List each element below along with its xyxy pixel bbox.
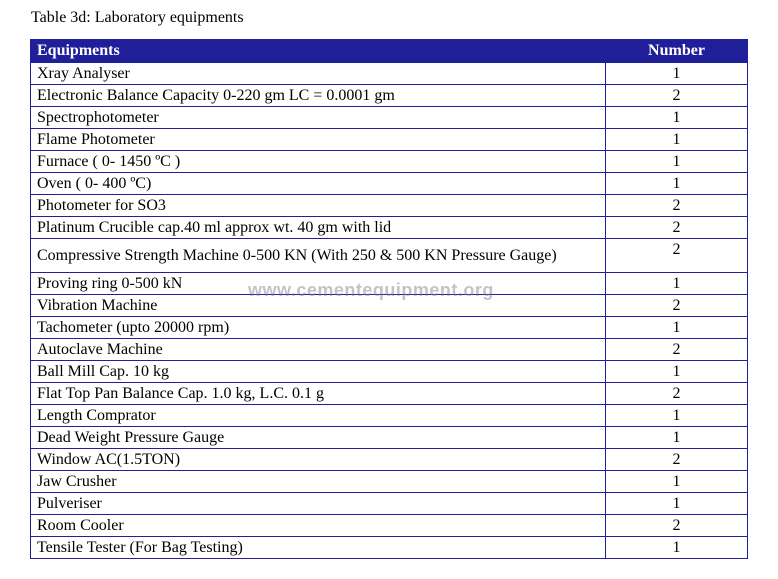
table-row <box>31 63 748 85</box>
table-row <box>31 317 748 339</box>
equipment-number-cell: 2 <box>606 239 748 273</box>
equipment-number-cell: 2 <box>606 449 748 471</box>
equipment-name-cell: Electronic Balance Capacity 0-220 gm LC = 0.0001 gm <box>31 85 606 107</box>
equipment-number-cell: 1 <box>606 361 748 383</box>
equipment-name-cell: Photometer for SO3 <box>31 195 606 217</box>
equipment-name-cell: Room Cooler <box>31 515 606 537</box>
table-row <box>31 85 748 107</box>
equipment-number-cell: 1 <box>606 537 748 559</box>
equipment-name-cell: Xray Analyser <box>31 63 606 85</box>
equipment-name-cell: Furnace ( 0- 1450 ºC ) <box>31 151 606 173</box>
equipment-name-cell: Flame Photometer <box>31 129 606 151</box>
table-row <box>31 173 748 195</box>
equipment-name-cell: Vibration Machine <box>31 295 606 317</box>
equipment-number-cell: 1 <box>606 151 748 173</box>
equipment-number-cell: 1 <box>606 427 748 449</box>
equipment-number-cell: 1 <box>606 317 748 339</box>
equipment-number-cell: 1 <box>606 63 748 85</box>
table-row <box>31 383 748 405</box>
table-row <box>31 195 748 217</box>
equipment-name-cell: Tensile Tester (For Bag Testing) <box>31 537 606 559</box>
equipment-name-cell: Oven ( 0- 400 ºC) <box>31 173 606 195</box>
table-row <box>31 339 748 361</box>
equipment-name-cell: Autoclave Machine <box>31 339 606 361</box>
equipment-number-cell: 1 <box>606 273 748 295</box>
equipment-name-cell: Pulveriser <box>31 493 606 515</box>
equipment-name-cell: Compressive Strength Machine 0-500 KN (With 250 & 500 KN Pressure Gauge) <box>31 239 606 273</box>
table-row <box>31 129 748 151</box>
table-row <box>31 273 748 295</box>
equipment-name-cell: Spectrophotometer <box>31 107 606 129</box>
table-row <box>31 107 748 129</box>
table-row <box>31 471 748 493</box>
equipment-name-cell: Proving ring 0-500 kN <box>31 273 606 295</box>
table-row <box>31 515 748 537</box>
equipment-number-cell: 1 <box>606 107 748 129</box>
table-row <box>31 427 748 449</box>
equipment-table <box>30 39 748 559</box>
table-row <box>31 537 748 559</box>
table-row <box>31 239 748 273</box>
table-row <box>31 493 748 515</box>
header-equipments: Equipments <box>31 40 606 63</box>
equipment-name-cell: Length Comprator <box>31 405 606 427</box>
watermark: www.cementequipment.org <box>248 280 494 300</box>
table-row <box>31 449 748 471</box>
header-number: Number <box>606 40 748 63</box>
table-header-row <box>31 40 748 63</box>
equipment-number-cell: 2 <box>606 515 748 537</box>
equipment-number-cell: 2 <box>606 85 748 107</box>
equipment-name-cell: Tachometer (upto 20000 rpm) <box>31 317 606 339</box>
equipment-name-cell: Flat Top Pan Balance Cap. 1.0 kg, L.C. 0.1 g <box>31 383 606 405</box>
table-row <box>31 361 748 383</box>
equipment-name-cell: Window AC(1.5TON) <box>31 449 606 471</box>
equipment-name-cell: Ball Mill Cap. 10 kg <box>31 361 606 383</box>
equipment-number-cell: 1 <box>606 471 748 493</box>
equipment-number-cell: 2 <box>606 217 748 239</box>
equipment-number-cell: 2 <box>606 295 748 317</box>
equipment-number-cell: 1 <box>606 129 748 151</box>
equipment-number-cell: 1 <box>606 405 748 427</box>
equipment-name-cell: Dead Weight Pressure Gauge <box>31 427 606 449</box>
equipment-number-cell: 2 <box>606 339 748 361</box>
equipment-name-cell: Jaw Crusher <box>31 471 606 493</box>
equipment-number-cell: 1 <box>606 173 748 195</box>
equipment-number-cell: 2 <box>606 383 748 405</box>
equipment-name-cell: Platinum Crucible cap.40 ml approx wt. 40 gm with lid <box>31 217 606 239</box>
table-caption: Table 3d: Laboratory equipments <box>31 9 244 26</box>
equipment-number-cell: 1 <box>606 493 748 515</box>
table-row <box>31 217 748 239</box>
equipment-number-cell: 2 <box>606 195 748 217</box>
table-row <box>31 295 748 317</box>
table-body <box>31 63 748 559</box>
table-row <box>31 151 748 173</box>
table-row <box>31 405 748 427</box>
